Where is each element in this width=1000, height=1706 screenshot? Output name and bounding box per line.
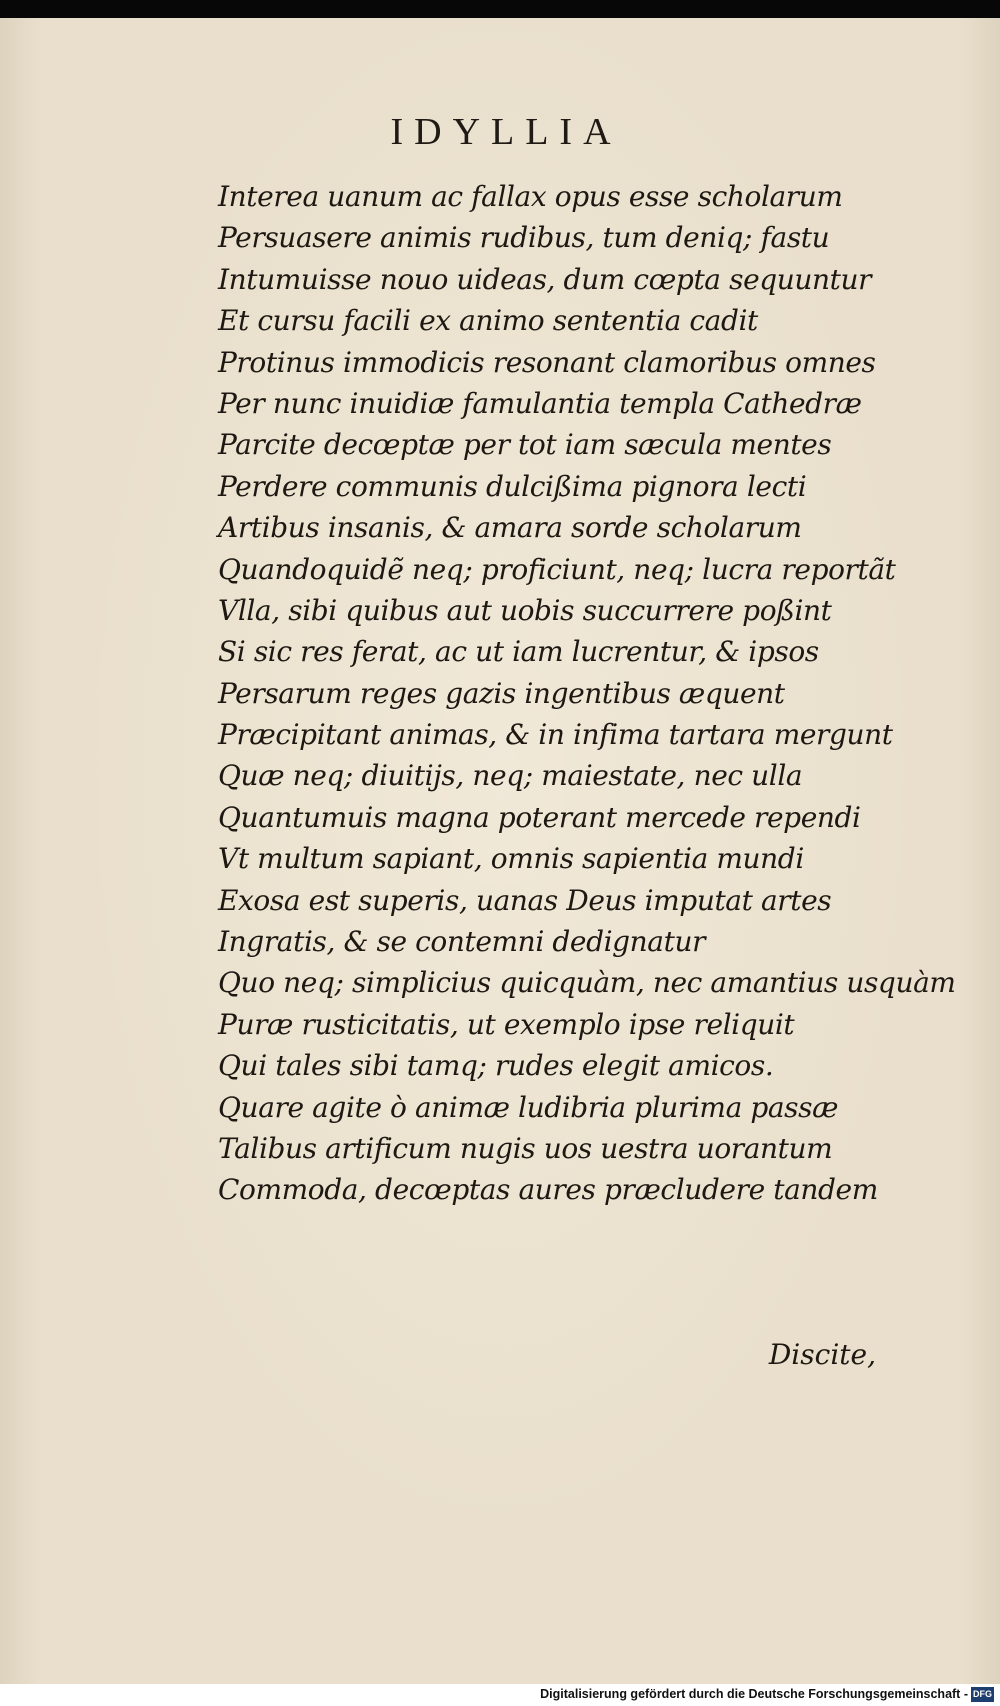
book-page — [0, 18, 1000, 1684]
verse-line: Vt multum sapiant, omnis sapientia mundi — [218, 842, 804, 876]
verse-line: Perdere communis dulcißima pignora lecti — [218, 469, 807, 503]
digitization-footer — [0, 1684, 1000, 1706]
verse-line: Intumuisse nouo uideas, dum cœpta sequuntur — [218, 262, 872, 296]
verse-line: Exosa est superis, uanas Deus imputat artes — [218, 883, 832, 917]
verse-line: Artibus insanis, & amara sorde scholarum — [218, 511, 802, 545]
verse-line: Talibus artificum nugis uos uestra uorantum — [218, 1131, 833, 1165]
verse-line: Persuasere animis rudibus, tum deniq; fastu — [218, 221, 830, 255]
verse-line: Per nunc inuidiæ famulantia templa Cathedræ — [218, 386, 862, 420]
verse-line: Quandoquidẽ neq; proficiunt, neq; lucra reportãt — [218, 552, 896, 586]
verse-line: Protinus immodicis resonant clamoribus omnes — [218, 345, 876, 379]
catchword: Discite, — [768, 1338, 876, 1371]
verse-line: Vlla, sibi quibus aut uobis succurrere poßint — [218, 593, 832, 627]
verse-block — [218, 176, 956, 1211]
verse-line: Interea uanum ac fallax opus esse scholarum — [218, 180, 843, 213]
verse-line: Et cursu facili ex animo sententia cadit — [218, 304, 758, 338]
verse-line: Si sic res ferat, ac ut iam lucrentur, & ipsos — [218, 635, 819, 669]
verse-line: Quare agite ò animæ ludibria plurima passæ — [218, 1090, 839, 1124]
verse-line: Quo neq; simplicius quicquàm, nec amantius usquàm — [218, 966, 956, 1000]
verse-line: Qui tales sibi tamq; rudes elegit amicos. — [218, 1049, 774, 1083]
verse-line: Quæ neq; diuitijs, neq; maiestate, nec ulla — [218, 759, 803, 793]
verse-line: Ingratis, & se contemni dedignatur — [218, 925, 706, 959]
dfg-logo-icon: DFG — [971, 1687, 994, 1702]
verse-line: Præcipitant animas, & in infima tartara mergunt — [218, 718, 893, 752]
running-head: IDYLLIA — [390, 111, 622, 153]
verse-line: Quantumuis magna poterant mercede rependi — [218, 800, 861, 834]
verse-line: Commoda, decœptas aures præcludere tandem — [218, 1173, 878, 1207]
verse-line: Parcite decœptæ per tot iam sæcula mentes — [218, 428, 832, 462]
scan-top-border — [0, 0, 1000, 18]
verse-line: Puræ rusticitatis, ut exemplo ipse reliquit — [218, 1007, 795, 1041]
funding-credit: Digitalisierung gefördert durch die Deutsche Forschungsgemeinschaft - — [540, 1687, 968, 1701]
verse-line: Persarum reges gazis ingentibus æquent — [218, 676, 785, 710]
